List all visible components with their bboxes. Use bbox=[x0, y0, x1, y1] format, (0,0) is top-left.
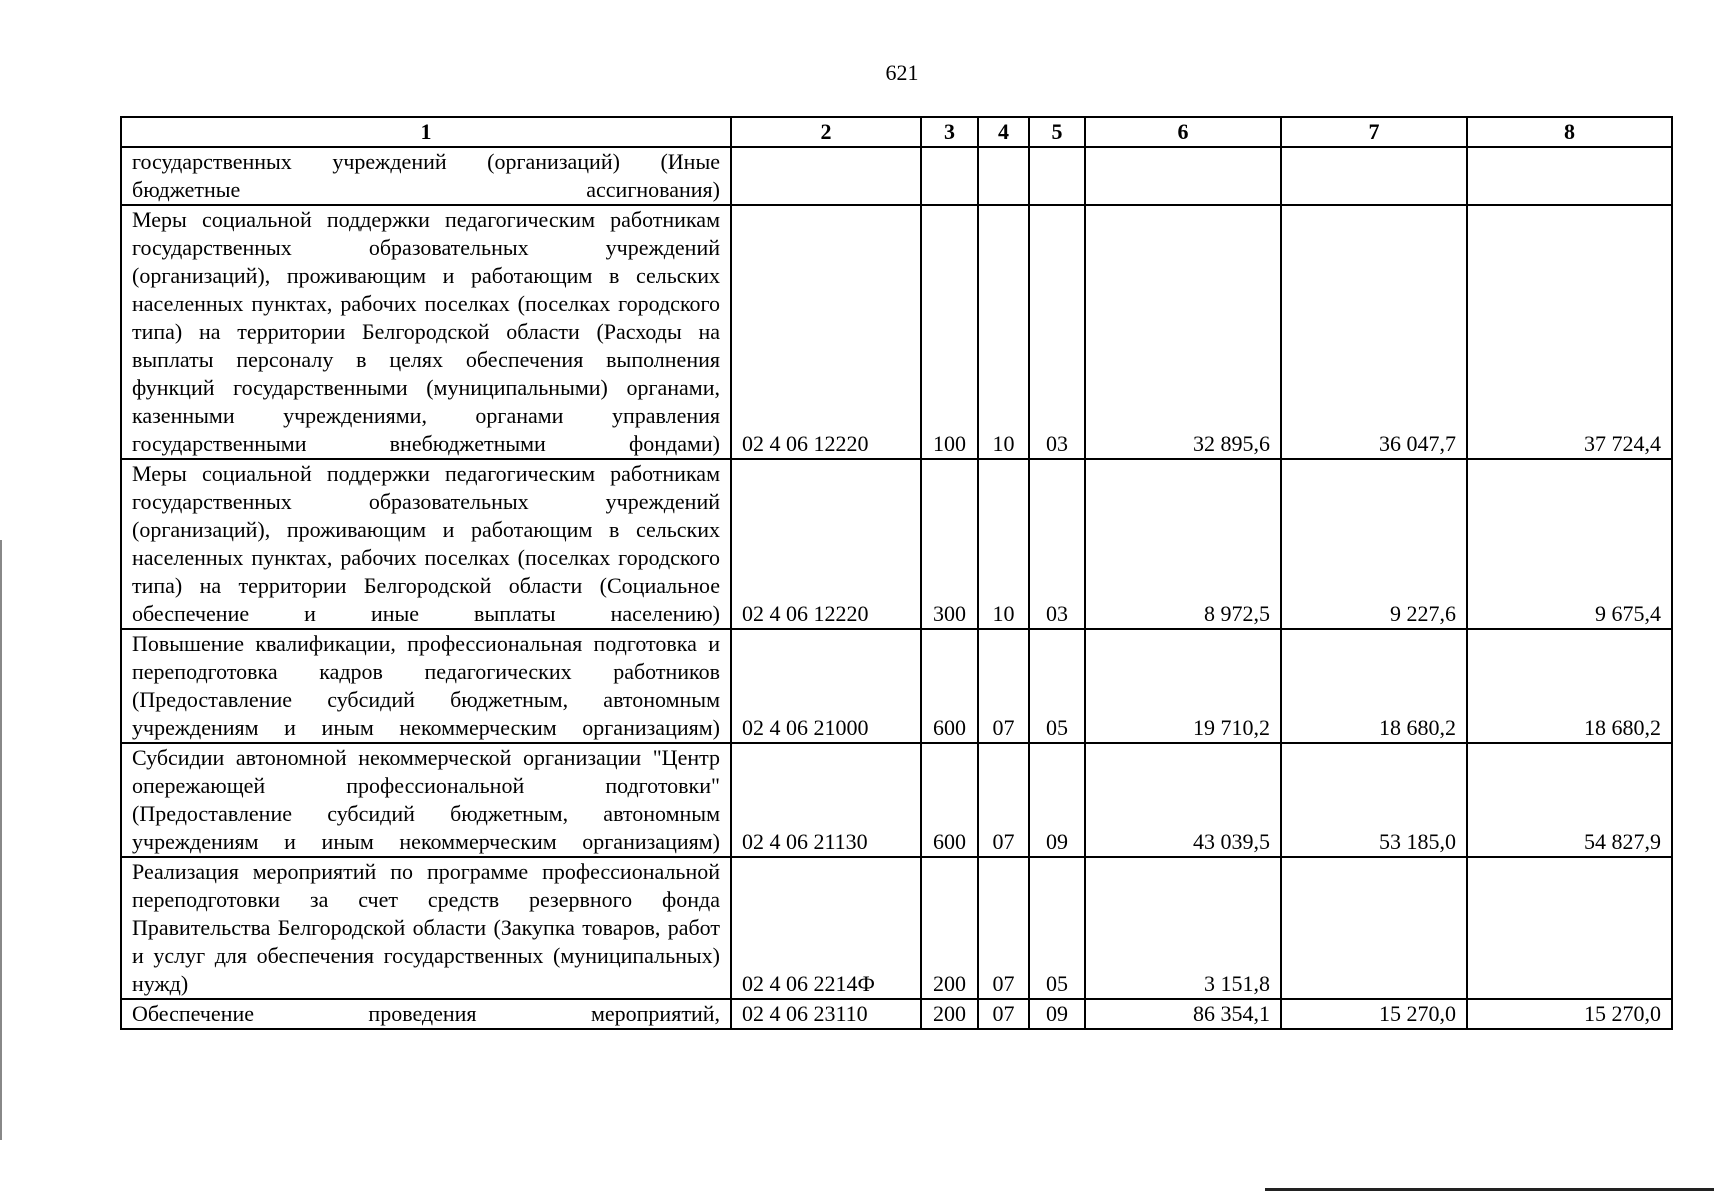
row-value-col8: 9 675,4 bbox=[1467, 459, 1672, 629]
row-value-col8 bbox=[1467, 147, 1672, 205]
table-row bbox=[121, 147, 1672, 205]
table-row bbox=[121, 459, 1672, 629]
column-header: 1 bbox=[121, 117, 731, 147]
column-header: 6 bbox=[1085, 117, 1281, 147]
page-number: 621 bbox=[885, 60, 919, 85]
row-value-col8: 15 270,0 bbox=[1467, 999, 1672, 1029]
column-header: 3 bbox=[921, 117, 978, 147]
row-subsection: 03 bbox=[1029, 459, 1085, 629]
row-subsection: 03 bbox=[1029, 205, 1085, 459]
row-section: 07 bbox=[978, 629, 1029, 743]
row-description: Реализация мероприятий по программе профессиональной переподготовки за счет средств резервного фонда Правительства Белгородской области (Закупка товаров, работ и услуг для обеспечения государственных (муниципальных) нужд) bbox=[121, 857, 731, 999]
table-row bbox=[121, 999, 1672, 1029]
column-header: 7 bbox=[1281, 117, 1467, 147]
row-section: 07 bbox=[978, 743, 1029, 857]
row-type: 100 bbox=[921, 205, 978, 459]
column-header: 2 bbox=[731, 117, 921, 147]
row-subsection: 05 bbox=[1029, 857, 1085, 999]
row-value-col7: 36 047,7 bbox=[1281, 205, 1467, 459]
row-value-col6: 43 039,5 bbox=[1085, 743, 1281, 857]
row-code: 02 4 06 21000 bbox=[731, 629, 921, 743]
table-row bbox=[121, 629, 1672, 743]
table-row bbox=[121, 743, 1672, 857]
row-value-col6: 86 354,1 bbox=[1085, 999, 1281, 1029]
row-value-col8: 37 724,4 bbox=[1467, 205, 1672, 459]
row-value-col6: 8 972,5 bbox=[1085, 459, 1281, 629]
scan-edge-line bbox=[0, 540, 2, 1140]
row-type: 600 bbox=[921, 629, 978, 743]
row-code: 02 4 06 21130 bbox=[731, 743, 921, 857]
row-value-col7: 53 185,0 bbox=[1281, 743, 1467, 857]
table-header-row bbox=[121, 117, 1672, 147]
row-section: 10 bbox=[978, 459, 1029, 629]
table-row bbox=[121, 205, 1672, 459]
row-code: 02 4 06 23110 bbox=[731, 999, 921, 1029]
row-value-col6: 32 895,6 bbox=[1085, 205, 1281, 459]
row-code bbox=[731, 147, 921, 205]
row-description: государственных учреждений (организаций) (Иные бюджетные ассигнования) bbox=[121, 147, 731, 205]
row-value-col8: 54 827,9 bbox=[1467, 743, 1672, 857]
row-value-col6 bbox=[1085, 147, 1281, 205]
column-header: 4 bbox=[978, 117, 1029, 147]
row-description: Субсидии автономной некоммерческой организации "Центр опережающей профессиональной подготовки" (Предоставление субсидий бюджетным, автономным учреждениям и иным некоммерческим организациям) bbox=[121, 743, 731, 857]
row-value-col6: 19 710,2 bbox=[1085, 629, 1281, 743]
row-value-col7: 18 680,2 bbox=[1281, 629, 1467, 743]
row-value-col8: 18 680,2 bbox=[1467, 629, 1672, 743]
budget-table bbox=[120, 116, 1673, 1030]
table-row bbox=[121, 857, 1672, 999]
row-type: 300 bbox=[921, 459, 978, 629]
row-value-col6: 3 151,8 bbox=[1085, 857, 1281, 999]
row-type: 600 bbox=[921, 743, 978, 857]
column-header: 8 bbox=[1467, 117, 1672, 147]
row-section: 07 bbox=[978, 999, 1029, 1029]
row-code: 02 4 06 12220 bbox=[731, 459, 921, 629]
row-value-col7: 9 227,6 bbox=[1281, 459, 1467, 629]
row-section: 10 bbox=[978, 205, 1029, 459]
row-description: Повышение квалификации, профессиональная подготовка и переподготовка кадров педагогических работников (Предоставление субсидий бюджетным, автономным учреждениям и иным некоммерческим организациям) bbox=[121, 629, 731, 743]
row-code: 02 4 06 2214Ф bbox=[731, 857, 921, 999]
row-value-col7 bbox=[1281, 857, 1467, 999]
row-subsection: 05 bbox=[1029, 629, 1085, 743]
row-section bbox=[978, 147, 1029, 205]
row-subsection: 09 bbox=[1029, 743, 1085, 857]
row-description: Обеспечение проведения мероприятий, bbox=[121, 999, 731, 1029]
row-subsection bbox=[1029, 147, 1085, 205]
row-value-col8 bbox=[1467, 857, 1672, 999]
row-type: 200 bbox=[921, 999, 978, 1029]
row-section: 07 bbox=[978, 857, 1029, 999]
row-value-col7 bbox=[1281, 147, 1467, 205]
row-value-col7: 15 270,0 bbox=[1281, 999, 1467, 1029]
row-subsection: 09 bbox=[1029, 999, 1085, 1029]
row-description: Меры социальной поддержки педагогическим работникам государственных образовательных учреждений (организаций), проживающим и работающим в сельских населенных пунктах, рабочих поселках (поселках городского типа) на территории Белгородской области (Расходы на выплаты персоналу в целях обеспечения выполнения функций государственными (муниципальными) органами, казенными учреждениями, органами управления государственными внебюджетными фондами) bbox=[121, 205, 731, 459]
signature-line bbox=[1265, 1188, 1714, 1191]
row-type: 200 bbox=[921, 857, 978, 999]
row-description: Меры социальной поддержки педагогическим работникам государственных образовательных учреждений (организаций), проживающим и работающим в сельских населенных пунктах, рабочих поселках (поселках городского типа) на территории Белгородской области (Социальное обеспечение и иные выплаты населению) bbox=[121, 459, 731, 629]
row-code: 02 4 06 12220 bbox=[731, 205, 921, 459]
column-header: 5 bbox=[1029, 117, 1085, 147]
row-type bbox=[921, 147, 978, 205]
